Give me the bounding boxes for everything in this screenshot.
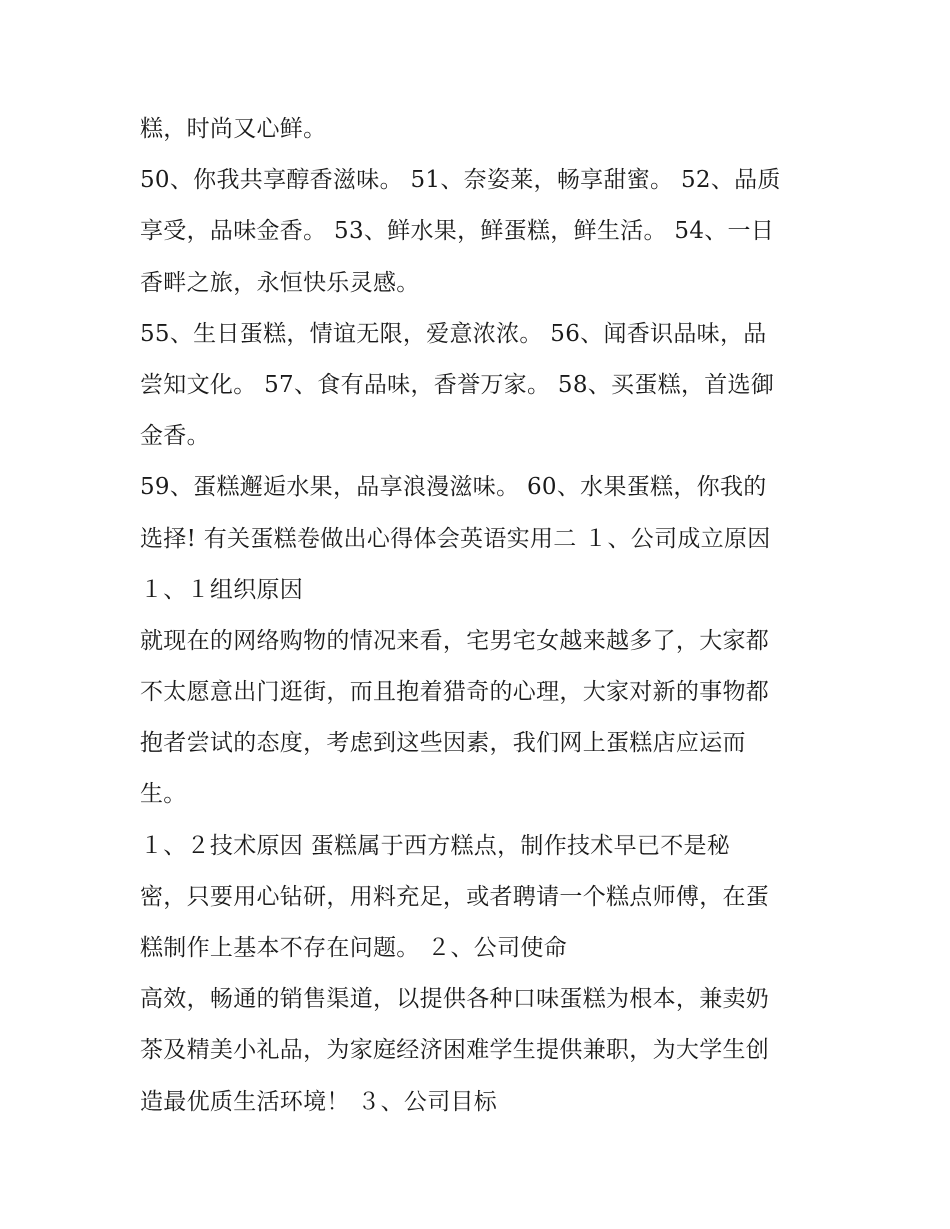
document-body — [140, 108, 820, 1132]
text-line: 不太愿意出门逛街，而且抱着猎奇的心理，大家对新的事物都 — [140, 679, 770, 706]
text-line: 糕，时尚又心鲜。 — [140, 116, 327, 142]
text-line: 抱者尝试的态度，考虑到这些因素，我们网上蛋糕店应运而 — [140, 730, 746, 757]
text-line: 生。 — [140, 781, 187, 808]
text-line: 高效，畅通的销售渠道，以提供各种口味蛋糕为根本，兼卖奶 — [140, 986, 770, 1013]
text-line: 50、你我共享醇香滋味。 51、奈姿莱，畅享甜蜜。 52、品质 — [140, 167, 781, 194]
text-line: 尝知文化。 57、食有品味，香誉万家。 58、买蛋糕，首选御 — [140, 371, 775, 398]
text-line: １、２技术原因 蛋糕属于西方糕点，制作技术早已不是秘 — [140, 832, 731, 859]
text-line: 就现在的网络购物的情况来看，宅男宅女越来越多了，大家都 — [140, 627, 770, 654]
text-line: 香畔之旅，永恒快乐灵感。 — [140, 269, 420, 296]
text-line: 茶及精美小礼品，为家庭经济困难学生提供兼职，为大学生创 — [140, 1037, 770, 1064]
section-heading: １、１组织原因 — [140, 576, 304, 603]
text-line: 享受，品味金香。 53、鲜水果，鲜蛋糕，鲜生活。 54、一日 — [140, 218, 775, 245]
text-line: 59、蛋糕邂逅水果，品享浪漫滋味。 60、水果蛋糕，你我的 — [140, 474, 767, 501]
text-line: 密，只要用心钻研，用料充足，或者聘请一个糕点师傅，在蛋 — [140, 883, 770, 910]
text-line: 糕制作上基本不存在问题。 ２、公司使命 — [140, 935, 568, 961]
text-line: 选择! 有关蛋糕卷做出心得体会英语实用二 １、公司成立原因 — [140, 525, 771, 552]
text-line: 金香。 — [140, 423, 210, 450]
text-line: 55、生日蛋糕，情谊无限，爱意浓浓。 56、闻香识品味，品 — [140, 320, 767, 347]
text-line: 造最优质生活环境！ ３、公司目标 — [140, 1088, 498, 1115]
